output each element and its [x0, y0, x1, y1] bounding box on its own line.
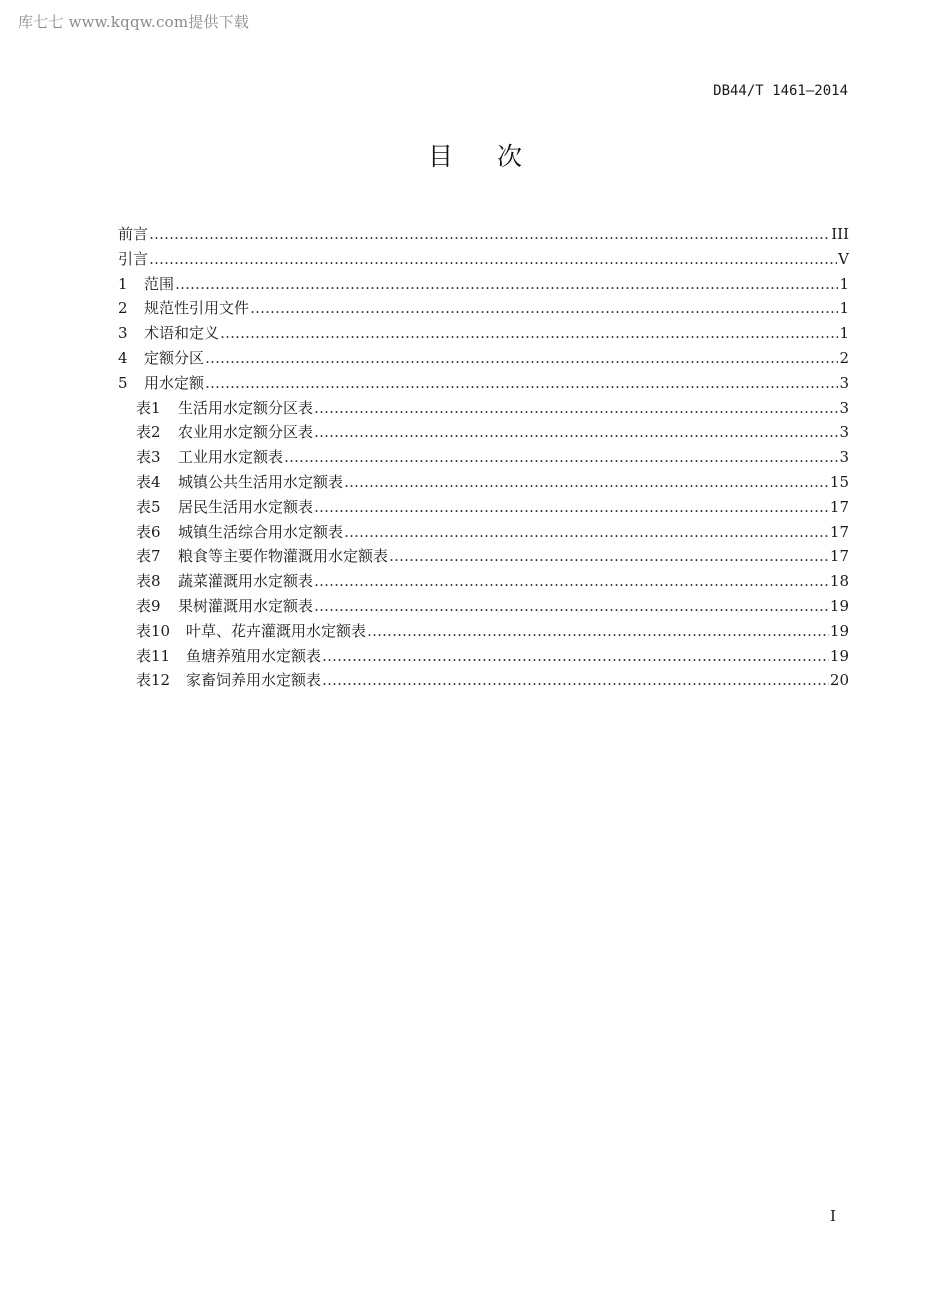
toc-entry-introduction[interactable] — [118, 247, 849, 272]
toc-entry-page: 19 — [829, 621, 849, 640]
toc-entry-page: 3 — [839, 448, 849, 467]
toc-entry-section-1[interactable] — [118, 272, 849, 297]
toc-entry-page: III — [831, 225, 849, 243]
toc-entry-page: 19 — [829, 646, 849, 665]
toc-leader-dots — [205, 346, 838, 371]
toc-entry-table-8[interactable] — [118, 569, 849, 594]
download-watermark: 库七七 www.kqqw.com提供下载 — [18, 13, 250, 31]
toc-entry-number: 表6 — [136, 522, 161, 541]
toc-entry-text: 叶草、花卉灌溉用水定额表 — [186, 621, 367, 640]
toc-entry-section-3[interactable] — [118, 321, 849, 346]
toc-entry-page: 1 — [839, 299, 849, 318]
toc-entry-page: 2 — [839, 348, 849, 367]
toc-entry-page: 17 — [829, 547, 849, 566]
toc-entry-page: 15 — [829, 472, 849, 491]
toc-entry-page: 3 — [839, 373, 849, 392]
toc-entry-page: 17 — [829, 497, 849, 516]
toc-leader-dots — [367, 619, 829, 644]
toc-entry-page: 1 — [839, 324, 849, 343]
toc-leader-dots — [314, 594, 829, 619]
toc-entry-number: 1 — [118, 274, 128, 293]
toc-entry-section-5[interactable] — [118, 371, 849, 396]
toc-entry-page: 3 — [839, 423, 849, 442]
toc-leader-dots — [322, 668, 829, 693]
toc-entry-page: 19 — [829, 596, 849, 615]
toc-leader-dots — [314, 420, 838, 445]
toc-entry-number: 5 — [118, 373, 128, 392]
toc-entry-page: 18 — [829, 572, 849, 591]
toc-leader-dots — [284, 445, 838, 470]
toc-entry-text: 鱼塘养殖用水定额表 — [186, 646, 322, 665]
toc-entry-page: 1 — [839, 274, 849, 293]
toc-entry-text: 规范性引用文件 — [144, 299, 250, 318]
toc-entry-table-7[interactable] — [118, 544, 849, 569]
document-code: DB44/T 1461—2014 — [713, 83, 848, 99]
toc-entry-table-1[interactable] — [118, 396, 849, 421]
toc-leader-dots — [220, 321, 838, 346]
toc-entry-text: 居民生活用水定额表 — [178, 497, 314, 516]
toc-leader-dots — [322, 644, 829, 669]
toc-entry-text: 城镇生活综合用水定额表 — [178, 522, 344, 541]
toc-entry-page: 3 — [839, 398, 849, 417]
toc-title: 目次 — [427, 142, 566, 171]
toc-leader-dots — [149, 247, 837, 272]
toc-leader-dots — [344, 470, 829, 495]
toc-entry-number: 3 — [118, 324, 128, 343]
toc-leader-dots — [314, 495, 829, 520]
toc-entry-page: 17 — [829, 522, 849, 541]
toc-entry-page: 20 — [829, 671, 849, 690]
toc-entry-number: 表11 — [136, 646, 171, 665]
toc-entry-number: 表4 — [136, 472, 161, 491]
toc-leader-dots — [175, 272, 838, 297]
toc-leader-dots — [149, 222, 830, 247]
toc-leader-dots — [314, 569, 829, 594]
toc-leader-dots — [389, 544, 829, 569]
toc-entry-text: 前言 — [118, 225, 149, 243]
toc-entry-number: 表3 — [136, 448, 161, 467]
toc-entry-text: 果树灌溉用水定额表 — [178, 596, 314, 615]
toc-entry-table-10[interactable] — [118, 619, 849, 644]
toc-entry-table-9[interactable] — [118, 594, 849, 619]
toc-leader-dots — [205, 371, 838, 396]
toc-entry-section-2[interactable] — [118, 296, 849, 321]
toc-leader-dots — [250, 296, 838, 321]
toc-leader-dots — [344, 520, 829, 545]
toc-entry-text: 家畜饲养用水定额表 — [186, 671, 322, 690]
toc-entry-number: 4 — [118, 348, 128, 367]
toc-entry-table-6[interactable] — [118, 520, 849, 545]
toc-entry-text: 定额分区 — [144, 348, 205, 367]
toc-entry-table-2[interactable] — [118, 420, 849, 445]
toc-entry-table-4[interactable] — [118, 470, 849, 495]
toc-entry-text: 术语和定义 — [144, 324, 220, 343]
toc-entry-text: 生活用水定额分区表 — [178, 398, 314, 417]
toc-entry-text: 粮食等主要作物灌溉用水定额表 — [178, 547, 389, 566]
toc-entry-number: 2 — [118, 299, 128, 318]
toc-entry-text: 城镇公共生活用水定额表 — [178, 472, 344, 491]
toc-entry-number: 表7 — [136, 547, 161, 566]
toc-entry-text: 范围 — [144, 274, 175, 293]
toc-entry-table-12[interactable] — [118, 668, 849, 693]
toc-entry-foreword[interactable] — [118, 222, 849, 247]
toc-entry-text: 蔬菜灌溉用水定额表 — [178, 572, 314, 591]
table-of-contents — [118, 222, 849, 693]
page-number: I — [830, 1207, 836, 1225]
toc-entry-page: V — [838, 249, 849, 268]
toc-entry-text: 农业用水定额分区表 — [178, 423, 314, 442]
toc-entry-number: 表1 — [136, 398, 161, 417]
toc-entry-number: 表8 — [136, 572, 161, 591]
toc-entry-text: 用水定额 — [144, 373, 205, 392]
toc-entry-table-11[interactable] — [118, 644, 849, 669]
toc-entry-table-3[interactable] — [118, 445, 849, 470]
toc-entry-number: 表5 — [136, 497, 161, 516]
toc-entry-number: 表10 — [136, 621, 171, 640]
toc-entry-number: 表9 — [136, 596, 161, 615]
toc-entry-table-5[interactable] — [118, 495, 849, 520]
toc-entry-number: 表2 — [136, 423, 161, 442]
toc-leader-dots — [314, 396, 838, 421]
toc-entry-section-4[interactable] — [118, 346, 849, 371]
toc-entry-text: 引言 — [118, 249, 149, 268]
toc-entry-number: 表12 — [136, 671, 171, 690]
toc-entry-text: 工业用水定额表 — [178, 448, 284, 467]
